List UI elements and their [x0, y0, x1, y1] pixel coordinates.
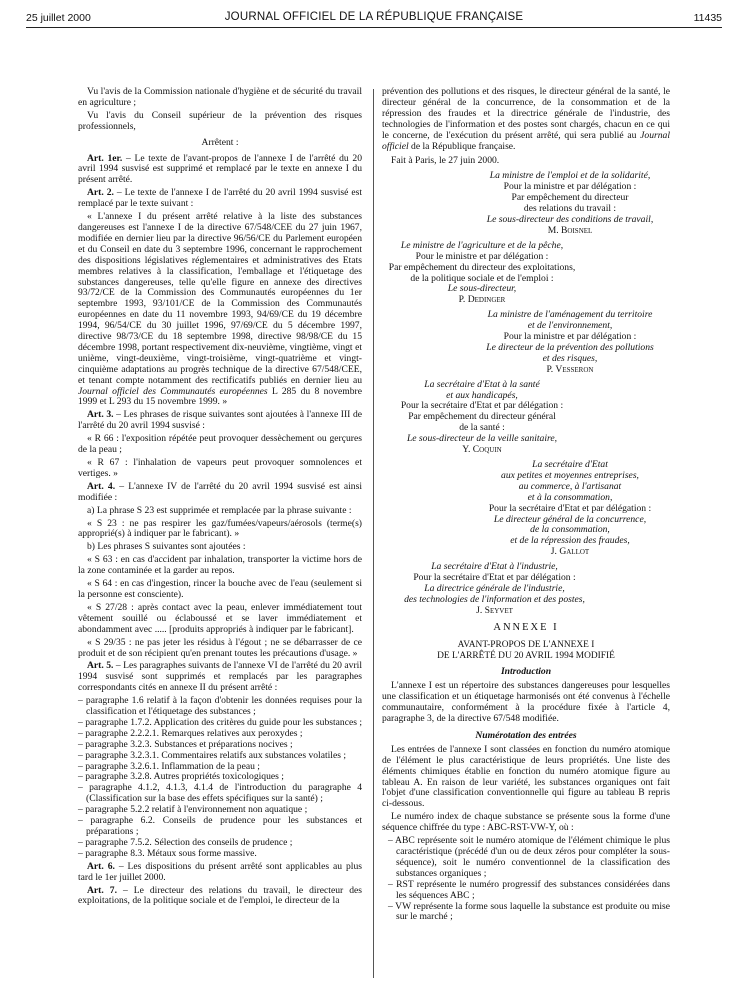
signature-line: La ministre de l'emploi et de la solidarité,: [489, 170, 651, 182]
article-1-label: Art. 1er.: [87, 152, 123, 164]
signature-block-emploi: [470, 171, 670, 236]
continued-text-b: de la République française.: [408, 140, 516, 152]
column-divider: [373, 89, 374, 978]
list-item: – paragraphe 1.7.2. Application des critères du guide pour les substances ;: [78, 716, 363, 728]
article-5-label: Art. 5.: [87, 660, 114, 672]
article-7-continued: [382, 87, 670, 152]
phrase-s23: « S 23 : ne pas respirer les gaz/fumées/vapeurs/aérosols (terme(s) approprié(s) à indiquer par le fabricant). »: [78, 517, 362, 540]
signature-line: Le sous-directeur de la veille sanitaire,: [406, 433, 558, 445]
heading-introduction: Introduction: [500, 666, 552, 678]
signature-line: Pour le ministre et par délégation :: [415, 250, 549, 262]
list-item: – paragraphe 3.2.8. Autres propriétés toxicologiques ;: [78, 771, 284, 783]
phrase-s63: « S 63 : en cas d'accident par inhalation, transporter la victime hors de la zone contaminée et la garder au repos.: [78, 554, 362, 577]
signature-line: La ministre de l'aménagement du territoire: [487, 309, 653, 321]
article-4-a: a) La phrase S 23 est supprimée et remplacée par la phrase suivante :: [87, 504, 352, 516]
numerotation-text-1: Les entrées de l'annexe I sont classées en fonction du numéro atomique de l'élément le plus caractéristique de leurs propriétés. Une liste des éléments chimiques établie en fonction du numéro atomique figure au tableau A. En raison de leur variété, les substances organiques ont fait l'objet d'une classification conventionnelle qui figure au tableau B repris ci-dessous.: [382, 743, 670, 810]
signature-line: Pour la secrétaire d'Etat et par délégation :: [488, 502, 652, 514]
annex-subtitle-line-1: AVANT-PROPOS DE L'ANNEXE I: [457, 639, 595, 650]
list-item: – paragraphe 6.2. Conseils de prudence pour les substances et préparations ;: [78, 815, 362, 837]
article-1-text: – Le texte de l'avant-propos de l'annexe I de l'arrêté du 20 avril 1994 susvisé est supprimé et remplacé par le texte en annexe I du présent arrêté.: [78, 152, 362, 186]
signature-line: et des risques,: [542, 352, 598, 364]
article-4-label: Art. 4.: [87, 480, 116, 492]
article-1: [78, 154, 362, 187]
signature-line: Par empêchement du directeur des exploitations,: [388, 261, 576, 273]
signature-line: Le directeur de la prévention des pollutions: [486, 341, 654, 353]
signatory-name: M. Boisnel: [547, 224, 593, 236]
signature-line: et aux handicapés,: [446, 389, 518, 401]
signatory-name: Y. Coquin: [462, 444, 502, 456]
signature-line: Pour la secrétaire d'Etat et par délégation :: [400, 400, 564, 412]
continued-italic: Journal officiel: [382, 129, 670, 152]
list-item: – paragraphe 3.2.6.1. Inflammation de la peau ;: [78, 760, 260, 772]
phrase-r67: « R 67 : l'inhalation de vapeurs peut provoquer somnolences et vertiges. »: [78, 457, 362, 479]
signature-line: de la politique sociale et de l'emploi :: [410, 272, 554, 284]
signature-line: Le directeur général de la concurrence,: [493, 513, 647, 525]
signature-line: aux petites et moyennes entreprises,: [501, 469, 639, 481]
article-6-label: Art. 6.: [87, 860, 115, 872]
signature-line: Par empêchement du directeur général: [408, 411, 556, 423]
signatory-name: P. Vesseron: [546, 363, 594, 375]
article-3-label: Art. 3.: [87, 409, 114, 421]
signature-line: Le ministre de l'agriculture et de la pêche,: [400, 239, 564, 251]
signature-line: La secrétaire d'Etat: [532, 459, 608, 470]
signature-block-sante: [382, 380, 582, 456]
signature-line: La secrétaire d'Etat à la santé: [424, 378, 540, 390]
article-2-quote-a: « L'annexe I du présent arrêté relative à la liste des substances dangereuses est l'annexe I de la directive 67/548/CEE du 27 juin 1967, modifiée en dernier lieu par la directive 96/56/CE du Parlement européen et du Conseil en date du 3 septembre 1996, concernant le rapprochement des dispositions législatives réglementaires et administratives des Etats membres relatives à la classification, l'emballage et l'étiquetage des substances dangereuses, telle qu'elle figure en annexe des directives 93/72/CE de la Commission des Communautés européennes du 1er septembre 1993, 93/101/CE de la Commission des Communautés européennes en date du 11 novembre 1993, 94/69/CE du 19 décembre 1994, 96/54/CE du 30 juillet 1996, 97/69/CE du 5 décembre 1997, directive 98/73/CE du 18 septembre 1998, directive 98/98/CE du 15 décembre 1998, portant respectivement dix-neuvième, vingtième, vingt et unième, vingt-deuxième, vingt-troisième, vingt-quatrième et vingt-cinquième adaptations au progrès technique de la directive 67/548/CEE, et tenant compte notamment des rectificatifs publiés en dernier lieu au: [78, 211, 362, 386]
article-2-quote-italic: Journal officiel des Communautés européennes: [78, 385, 268, 397]
article-3-text: – Les phrases de risque suivantes sont ajoutées à l'annexe III de l'arrêté du 20 avril 1994 susvisé :: [78, 409, 363, 432]
header-date: 25 juillet 2000: [26, 12, 91, 24]
list-item: – paragraphe 3.2.3.1. Commentaires relatifs aux substances volatiles ;: [78, 749, 347, 761]
signature-line: et de la répression des fraudes,: [510, 535, 630, 547]
article-4-b: b) Les phrases S suivantes sont ajoutées :: [87, 541, 246, 553]
list-item: – paragraphe 3.2.3. Substances et préparations nocives ;: [78, 738, 293, 750]
list-item: – paragraphe 7.5.2. Sélection des conseils de prudence ;: [78, 836, 293, 848]
phrase-r66: « R 66 : l'exposition répétée peut provoquer dessèchement ou gerçures de la peau ;: [78, 433, 362, 456]
signature-line: La directrice générale de l'industrie,: [424, 582, 565, 594]
phrase-s27-28: « S 27/28 : après contact avec la peau, enlever immédiatement tout vêtement souillé ou éclaboussé et se laver immédiatement et abondamment avec ..... [produits appropriés à indiquer par le fabricant].: [78, 601, 362, 635]
signature-line: et à la consommation,: [527, 491, 613, 503]
signature-line: de la santé :: [459, 422, 505, 434]
article-2: [78, 188, 362, 210]
phrase-s29-35: « S 29/35 : ne pas jeter les résidus à l'égout ; ne se débarrasser de ce produit et de son récipient qu'en prenant toutes les précautions d'usage. »: [78, 636, 362, 659]
article-7-label: Art. 7.: [87, 884, 117, 896]
signatory-name: P. Dedinger: [458, 294, 506, 306]
header-rule: [26, 27, 722, 28]
arretent: Arrêtent :: [201, 136, 239, 148]
article-5: [78, 661, 362, 694]
list-item: – paragraphe 1.6 relatif à la façon d'obtenir les données requises pour la classification et l'étiquetage des substances ;: [78, 695, 362, 718]
article-2-label: Art. 2.: [87, 187, 114, 199]
annex-subtitle: [382, 640, 670, 662]
article-4-text: – L'annexe IV de l'arrêté du 20 avril 1994 susvisé est ainsi modifiée :: [78, 480, 363, 503]
annex-subtitle-line-2: DE L'ARRÊTÉ DU 20 AVRIL 1994 MODIFIÉ: [437, 650, 615, 661]
list-item: – paragraphe 4.1.2, 4.1.3, 4.1.4 de l'introduction du paragraphe 4 (Classification sur la base des effets spécifiques sur la santé) ;: [78, 782, 362, 805]
visa-conseil: Vu l'avis du Conseil supérieur de la prévention des risques professionnels,: [78, 109, 362, 132]
list-item: – paragraphe 2.2.2.1. Remarques relatives aux peroxydes ;: [78, 727, 303, 739]
signature-line: Pour la ministre et par délégation :: [503, 181, 637, 193]
signature-block-industrie: [382, 562, 607, 617]
visa-commission: Vu l'avis de la Commission nationale d'hygiène et de sécurité du travail en agriculture ;: [78, 86, 362, 108]
signatory-name: J. Seyvet: [476, 604, 513, 616]
heading-numerotation: Numérotation des entrées: [475, 729, 577, 741]
annex-title: ANNEXE I: [493, 621, 559, 633]
signature-line: des technologies de l'information et des postes,: [404, 593, 585, 605]
signature-line: et de l'environnement,: [527, 320, 613, 332]
signature-block-environnement: [470, 310, 670, 375]
signature-line: Pour la ministre et par délégation :: [503, 331, 637, 343]
article-7: [78, 886, 362, 908]
signature-line: Le sous-directeur,: [447, 283, 517, 295]
right-column: [382, 87, 670, 923]
article-2-quote-b: L 285 du 8 novembre 1999 et L 293 du 15 novembre 1999. »: [78, 385, 362, 408]
numerotation-text-2: Le numéro index de chaque substance se présente sous la forme d'une séquence chiffrée du type : ABC-RST-VW-Y, où :: [382, 811, 670, 834]
list-item: – paragraphe 8.3. Métaux sous forme massive.: [78, 847, 257, 859]
article-6-text: – Les dispositions du présent arrêté sont applicables au plus tard le 1er juillet 2000.: [78, 860, 362, 883]
list-item: – ABC représente soit le numéro atomique de l'élément chimique le plus caractéristique (précédé d'un ou de deux zéros pour compléter la sous-séquence), soit le numéro conventionnel de la classification des substances organiques ;: [388, 835, 670, 879]
list-item: – paragraphe 5.2.2 relatif à l'environnement non aquatique ;: [78, 804, 308, 816]
signature-line: Pour la secrétaire d'Etat et par délégation :: [413, 572, 576, 584]
signature-line: La secrétaire d'Etat à l'industrie,: [431, 561, 558, 573]
signature-line: de la consommation,: [530, 524, 610, 536]
article-7-text: – Le directeur des relations du travail, le directeur des exploitations, de la politique sociale et de l'emploi, le directeur de la: [78, 884, 363, 907]
introduction-text: L'annexe I est un répertoire des substances dangereuses pour lesquelles une classification et un étiquetage harmonisés ont été convenus à l'échelle communautaire, conformément à la procédure fixée à l'article 4, paragraphe 3, de la directive 67/548 modifiée.: [382, 680, 670, 725]
signature-line: Le sous-directeur des conditions de travail,: [486, 213, 654, 225]
list-item: – VW représente la forme sous laquelle la substance est produite ou mise sur le marché ;: [388, 900, 670, 923]
signature-line: des relations du travail :: [523, 203, 617, 215]
signature-line: Par empêchement du directeur: [511, 192, 629, 204]
journal-title: JOURNAL OFFICIEL DE LA RÉPUBLIQUE FRANÇAISE: [224, 11, 524, 23]
article-2-text: – Le texte de l'annexe I de l'arrêté du 20 avril 1994 susvisé est remplacé par le texte suivant :: [78, 187, 363, 210]
article-2-quote: [78, 212, 362, 408]
left-column: [78, 87, 362, 909]
signature-line: au commerce, à l'artisanat: [518, 480, 622, 492]
article-6: [78, 862, 362, 884]
phrase-s64: « S 64 : en cas d'ingestion, rincer la bouche avec de l'eau (seulement si la personne est consciente).: [78, 578, 362, 600]
fait-a-paris: Fait à Paris, le 27 juin 2000.: [391, 155, 500, 167]
signatory-name: J. Gallot: [550, 546, 590, 558]
page-number: 11435: [693, 12, 722, 24]
page-header: [26, 9, 722, 27]
signature-block-agriculture: [382, 241, 582, 306]
article-4: [78, 482, 362, 504]
list-item: – RST représente le numéro progressif des substances considérées dans les séquences ABC ;: [388, 878, 670, 901]
article-3: [78, 410, 362, 432]
continued-text-a: prévention des pollutions et des risques, le directeur général de la santé, le directeur général de la concurrence, de la consommation et de la répression des fraudes et la directrice générale de l'industrie, des technologies de l'information et des postes sont chargés, chacun en ce qui le concerne, de l'exécution du présent arrêté, qui sera publié au: [382, 86, 670, 141]
signature-block-pme: [470, 460, 670, 558]
article-5-text: – Les paragraphes suivants de l'annexe VI de l'arrêté du 20 avril 1994 susvisé sont supprimés et remplacés par les paragraphes correspondants cités en annexe II du présent arrêté :: [78, 660, 362, 694]
